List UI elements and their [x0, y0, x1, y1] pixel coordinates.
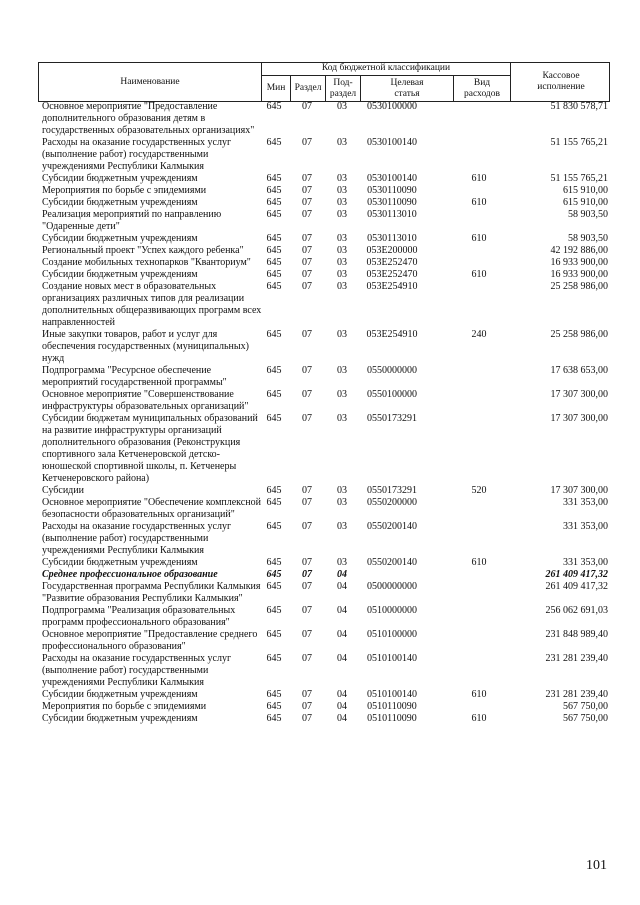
row-razdel: 07: [302, 689, 312, 700]
table-row: [38, 233, 610, 245]
row-min: 645: [266, 101, 282, 112]
row-celevaya: 053E200000: [366, 245, 418, 256]
row-name: Расходы на оказание государственных услуг (выполнение работ) государственными учреждениями Республики Калмыкия: [42, 653, 232, 688]
row-celevaya: 0530113010: [367, 209, 417, 220]
row-min: 645: [266, 281, 282, 292]
row-podrazdel: 03: [337, 413, 347, 424]
table-row: [38, 713, 610, 725]
header-podrazdel: Под- раздел: [325, 75, 360, 101]
row-min: 645: [266, 413, 282, 424]
header-vid: Вид расходов: [453, 75, 510, 101]
header-code-group: Код бюджетной классификации: [261, 63, 510, 75]
row-celevaya: 053E254910: [366, 281, 418, 292]
row-vid: 610: [471, 269, 487, 280]
header-razdel: Раздел: [290, 75, 325, 101]
row-podrazdel: 04: [337, 701, 347, 712]
table-row: [38, 581, 610, 605]
table-row: [38, 269, 610, 281]
header-min: Мин: [261, 75, 290, 101]
row-name: Основное мероприятие "Совершенствование инфраструктуры образовательных организаций": [42, 389, 249, 412]
row-razdel: 07: [302, 365, 312, 376]
row-name: Основное мероприятие "Предоставление среднего профессионального образования": [42, 629, 258, 652]
row-sum: 16 933 900,00: [550, 257, 608, 268]
row-razdel: 07: [302, 233, 312, 244]
row-podrazdel: 03: [337, 557, 347, 568]
row-celevaya: 053E252470: [366, 269, 418, 280]
row-celevaya: 0530110090: [367, 197, 417, 208]
row-sum: 58 903,50: [568, 209, 608, 220]
row-celevaya: 0530100140: [367, 173, 417, 184]
row-min: 645: [266, 269, 282, 280]
row-sum: 17 307 300,00: [550, 413, 608, 424]
row-podrazdel: 04: [337, 713, 347, 724]
row-razdel: 07: [302, 389, 312, 400]
row-name: Субсидии бюджетным учреждениям: [42, 713, 198, 724]
table-row: [38, 137, 610, 173]
row-vid: 610: [471, 233, 487, 244]
row-razdel: 07: [302, 713, 312, 724]
row-podrazdel: 03: [337, 389, 347, 400]
table-row: [38, 497, 610, 521]
row-razdel: 07: [302, 257, 312, 268]
row-vid: 240: [471, 329, 487, 340]
row-name: Среднее профессиональное образование: [42, 569, 218, 580]
row-celevaya: 0550173291: [367, 485, 417, 496]
header-name: Наименование: [120, 76, 180, 87]
row-celevaya: 0500000000: [367, 581, 417, 592]
row-celevaya: 0510100140: [367, 689, 417, 700]
row-min: 645: [266, 329, 282, 340]
row-razdel: 07: [302, 653, 312, 664]
table-row: [38, 653, 610, 689]
row-razdel: 07: [302, 329, 312, 340]
row-podrazdel: 03: [337, 137, 347, 148]
table-row: [38, 485, 610, 497]
row-name: Субсидии бюджетным учреждениям: [42, 689, 198, 700]
row-min: 645: [266, 653, 282, 664]
row-name: Мероприятия по борьбе с эпидемиями: [42, 185, 207, 196]
row-sum: 58 903,50: [568, 233, 608, 244]
row-razdel: 07: [302, 557, 312, 568]
row-razdel: 07: [302, 605, 312, 616]
row-podrazdel: 03: [337, 233, 347, 244]
row-name: Основное мероприятие "Обеспечение комплексной безопасности образовательных организаций": [42, 497, 261, 520]
row-celevaya: 0530110090: [367, 185, 417, 196]
row-sum: 331 353,00: [563, 497, 608, 508]
row-name: Региональный проект "Успех каждого ребенка": [42, 245, 244, 256]
row-name: Расходы на оказание государственных услуг (выполнение работ) государственными учреждениями Республики Калмыкия: [42, 521, 232, 556]
row-name: Создание мобильных технопарков "Кванториум": [42, 257, 251, 268]
row-sum: 615 910,00: [563, 185, 608, 196]
row-podrazdel: 04: [337, 581, 347, 592]
row-min: 645: [266, 137, 282, 148]
row-podrazdel: 03: [337, 101, 347, 112]
row-celevaya: 053E252470: [366, 257, 418, 268]
row-min: 645: [266, 629, 282, 640]
row-celevaya: 0510000000: [367, 605, 417, 616]
row-min: 645: [266, 689, 282, 700]
header-kassa: Кассовое исполнение: [510, 63, 611, 101]
row-name: Субсидии бюджетным учреждениям: [42, 233, 198, 244]
row-vid: 610: [471, 173, 487, 184]
row-celevaya: 0550100000: [367, 389, 417, 400]
table-body: [38, 101, 610, 725]
row-sum: 231 281 239,40: [545, 689, 608, 700]
row-min: 645: [266, 605, 282, 616]
row-celevaya: 0550173291: [367, 413, 417, 424]
row-min: 645: [266, 389, 282, 400]
row-name: Субсидии: [42, 485, 84, 496]
row-name: Иные закупки товаров, работ и услуг для обеспечения государственных (муниципальных) нужд: [42, 329, 249, 364]
row-name: Субсидии бюджетным учреждениям: [42, 197, 198, 208]
row-razdel: 07: [302, 629, 312, 640]
table-header: [38, 62, 610, 102]
row-razdel: 07: [302, 173, 312, 184]
row-celevaya: 0530100140: [367, 137, 417, 148]
row-sum: 261 409 417,32: [545, 569, 608, 580]
row-min: 645: [266, 497, 282, 508]
row-podrazdel: 03: [337, 185, 347, 196]
table-row: [38, 701, 610, 713]
row-min: 645: [266, 257, 282, 268]
row-sum: 256 062 691,03: [545, 605, 608, 616]
row-min: 645: [266, 581, 282, 592]
row-celevaya: 0530113010: [367, 233, 417, 244]
row-min: 645: [266, 197, 282, 208]
row-razdel: 07: [302, 101, 312, 112]
row-razdel: 07: [302, 497, 312, 508]
row-podrazdel: 03: [337, 497, 347, 508]
row-sum: 17 307 300,00: [550, 389, 608, 400]
row-razdel: 07: [302, 245, 312, 256]
row-sum: 615 910,00: [563, 197, 608, 208]
table-row: [38, 329, 610, 365]
row-min: 645: [266, 185, 282, 196]
row-vid: 520: [471, 485, 487, 496]
row-vid: 610: [471, 713, 487, 724]
row-podrazdel: 03: [337, 257, 347, 268]
row-celevaya: 0510110090: [367, 713, 417, 724]
row-min: 645: [266, 365, 282, 376]
row-min: 645: [266, 713, 282, 724]
row-razdel: 07: [302, 281, 312, 292]
row-name: Создание новых мест в образовательных организациях различных типов для реализации дополнительных общеразвивающих программ всех направленностей: [42, 281, 262, 328]
row-name: Субсидии бюджетам муниципальных образований на развитие инфраструктуры организаций дополнительного образования (Реконструкция спортивного зала Кетченеровской детско-юношеской спортивной школы, п. Кетченеры Кетченеровского района): [42, 413, 258, 484]
row-podrazdel: 03: [337, 245, 347, 256]
table-row: [38, 185, 610, 197]
page-number: 101: [586, 858, 607, 873]
row-name: Мероприятия по борьбе с эпидемиями: [42, 701, 207, 712]
table-row: [38, 557, 610, 569]
row-razdel: 07: [302, 413, 312, 424]
row-razdel: 07: [302, 209, 312, 220]
row-razdel: 07: [302, 185, 312, 196]
row-min: 645: [266, 521, 282, 532]
row-name: Субсидии бюджетным учреждениям: [42, 269, 198, 280]
row-sum: 331 353,00: [563, 521, 608, 532]
row-podrazdel: 03: [337, 269, 347, 280]
row-min: 645: [266, 173, 282, 184]
row-podrazdel: 03: [337, 173, 347, 184]
row-celevaya: 0550200140: [367, 521, 417, 532]
row-razdel: 07: [302, 197, 312, 208]
row-sum: 17 307 300,00: [550, 485, 608, 496]
table-row: [38, 245, 610, 257]
row-name: Расходы на оказание государственных услуг (выполнение работ) государственными учреждениями Республики Калмыкия: [42, 137, 232, 172]
table-row: [38, 521, 610, 557]
row-sum: 16 933 900,00: [550, 269, 608, 280]
row-podrazdel: 03: [337, 197, 347, 208]
row-name: Основное мероприятие "Предоставление дополнительного образования детям в государственных образовательных организациях": [42, 101, 255, 136]
row-podrazdel: 03: [337, 365, 347, 376]
row-podrazdel: 04: [337, 569, 347, 580]
row-podrazdel: 04: [337, 653, 347, 664]
table-row: [38, 209, 610, 233]
table-row: [38, 257, 610, 269]
table-row: [38, 365, 610, 389]
row-sum: 231 848 989,40: [545, 629, 608, 640]
table-row: [38, 629, 610, 653]
table-row: [38, 389, 610, 413]
row-sum: 51 830 578,71: [550, 101, 608, 112]
row-sum: 331 353,00: [563, 557, 608, 568]
table-row: [38, 569, 610, 581]
row-podrazdel: 03: [337, 329, 347, 340]
row-razdel: 07: [302, 521, 312, 532]
row-name: Субсидии бюджетным учреждениям: [42, 173, 198, 184]
row-min: 645: [266, 245, 282, 256]
row-celevaya: 0510110090: [367, 701, 417, 712]
row-sum: 51 155 765,21: [550, 173, 608, 184]
header-celevaya: Целевая статья: [360, 75, 453, 101]
row-celevaya: 0530100000: [367, 101, 417, 112]
row-min: 645: [266, 557, 282, 568]
row-podrazdel: 03: [337, 521, 347, 532]
row-name: Подпрограмма "Реализация образовательных программ профессионального образования": [42, 605, 236, 628]
row-celevaya: 053E254910: [366, 329, 418, 340]
row-podrazdel: 03: [337, 485, 347, 496]
row-name: Реализация мероприятий по направлению "Одаренные дети": [42, 209, 222, 232]
table-row: [38, 101, 610, 137]
row-name: Подпрограмма "Ресурсное обеспечение мероприятий государственной программы": [42, 365, 227, 388]
row-razdel: 07: [302, 701, 312, 712]
row-podrazdel: 04: [337, 629, 347, 640]
row-celevaya: 0550000000: [367, 365, 417, 376]
row-podrazdel: 04: [337, 605, 347, 616]
row-vid: 610: [471, 557, 487, 568]
row-razdel: 07: [302, 269, 312, 280]
table-row: [38, 605, 610, 629]
row-sum: 25 258 986,00: [550, 329, 608, 340]
row-podrazdel: 03: [337, 281, 347, 292]
row-podrazdel: 04: [337, 689, 347, 700]
row-min: 645: [266, 485, 282, 496]
table-row: [38, 689, 610, 701]
row-razdel: 07: [302, 581, 312, 592]
row-celevaya: 0510100000: [367, 629, 417, 640]
row-podrazdel: 03: [337, 209, 347, 220]
row-razdel: 07: [302, 137, 312, 148]
row-min: 645: [266, 569, 282, 580]
table-row: [38, 173, 610, 185]
row-min: 645: [266, 701, 282, 712]
row-vid: 610: [471, 689, 487, 700]
row-sum: 567 750,00: [563, 701, 608, 712]
row-name: Государственная программа Республики Калмыкия "Развитие образования Республики Калмыкия": [42, 581, 261, 604]
table-row: [38, 413, 610, 485]
row-razdel: 07: [302, 569, 312, 580]
row-sum: 25 258 986,00: [550, 281, 608, 292]
table-row: [38, 281, 610, 329]
row-sum: 231 281 239,40: [545, 653, 608, 664]
row-celevaya: 0510100140: [367, 653, 417, 664]
row-sum: 261 409 417,32: [545, 581, 608, 592]
row-min: 645: [266, 209, 282, 220]
table-row: [38, 197, 610, 209]
row-vid: 610: [471, 197, 487, 208]
row-name: Субсидии бюджетным учреждениям: [42, 557, 198, 568]
row-sum: 51 155 765,21: [550, 137, 608, 148]
row-sum: 567 750,00: [563, 713, 608, 724]
row-sum: 42 192 886,00: [550, 245, 608, 256]
row-sum: 17 638 653,00: [550, 365, 608, 376]
row-min: 645: [266, 233, 282, 244]
row-celevaya: 0550200140: [367, 557, 417, 568]
row-celevaya: 0550200000: [367, 497, 417, 508]
row-razdel: 07: [302, 485, 312, 496]
